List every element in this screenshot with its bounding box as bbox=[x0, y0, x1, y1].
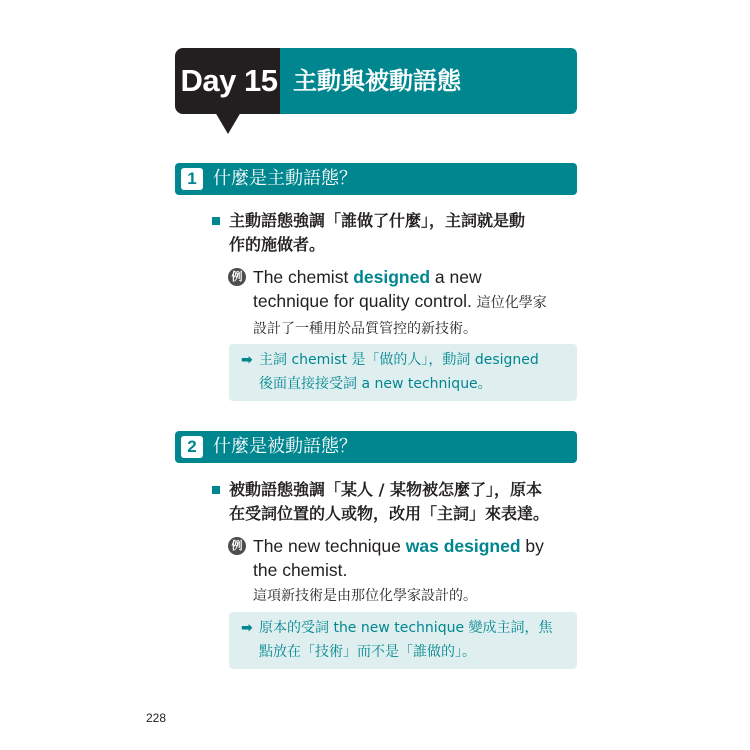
example-text-pre: The new technique bbox=[253, 536, 406, 556]
note-text-line-1: 原本的受詞 the new technique 變成主詞，焦 bbox=[259, 620, 553, 636]
note-text-line-1: 主詞 chemist 是「做的人」，動詞 designed bbox=[259, 352, 539, 368]
bullet-text-line-2: 作的施做者。 bbox=[229, 235, 326, 254]
example-translation-1: 這位化學家 bbox=[476, 295, 547, 311]
bullet-point bbox=[212, 209, 582, 257]
square-bullet-icon bbox=[212, 486, 220, 494]
example-block bbox=[228, 534, 580, 608]
example-highlight: designed bbox=[353, 267, 431, 287]
example-text-post: a new bbox=[430, 267, 482, 287]
square-bullet-icon bbox=[212, 217, 220, 225]
section-1-header bbox=[175, 163, 577, 195]
section-2-header bbox=[175, 431, 577, 463]
note-box bbox=[229, 612, 577, 669]
example-translation-1: 這項新技術是由那位化學家設計的。 bbox=[253, 588, 477, 604]
bullet-point bbox=[212, 478, 582, 526]
page-title: 主動與被動語態 bbox=[293, 67, 461, 95]
section-number: 2 bbox=[181, 436, 203, 458]
section-title: 什麼是主動語態？ bbox=[213, 168, 357, 189]
day-header bbox=[175, 48, 577, 114]
example-sentence bbox=[228, 534, 580, 608]
example-text-line-2: technique for quality control. bbox=[253, 291, 477, 311]
example-sentence bbox=[228, 265, 580, 341]
example-highlight: was designed bbox=[405, 536, 521, 556]
example-icon: 例 bbox=[228, 268, 246, 286]
example-translation-2: 設計了一種用於品質管控的新技術。 bbox=[253, 321, 477, 337]
section-number: 1 bbox=[181, 168, 203, 190]
speech-pointer bbox=[215, 112, 241, 134]
bullet-text-line-1: 主動語態強調「誰做了什麼」，主詞就是動 bbox=[229, 211, 526, 230]
example-icon: 例 bbox=[228, 537, 246, 555]
bullet-text-line-2: 在受詞位置的人或物，改用「主詞」來表達。 bbox=[229, 504, 550, 523]
arrow-right-icon: ➡ bbox=[241, 352, 253, 368]
note-text-line-2: 後面直接接受詞 a new technique。 bbox=[259, 376, 492, 392]
note-box bbox=[229, 344, 577, 401]
section-title: 什麼是被動語態？ bbox=[213, 436, 357, 457]
page-number: 228 bbox=[146, 711, 167, 725]
example-text-pre: The chemist bbox=[253, 267, 354, 287]
example-text-line-2: the chemist. bbox=[253, 560, 348, 580]
example-block bbox=[228, 265, 580, 341]
example-text-post: by bbox=[520, 536, 544, 556]
bullet-text-line-1: 被動語態強調「某人 / 某物被怎麼了」，原本 bbox=[229, 480, 542, 499]
note-text-line-2: 點放在「技術」而不是「誰做的」。 bbox=[259, 644, 476, 660]
day-label: Day 15 bbox=[180, 63, 278, 98]
arrow-right-icon: ➡ bbox=[241, 620, 253, 636]
